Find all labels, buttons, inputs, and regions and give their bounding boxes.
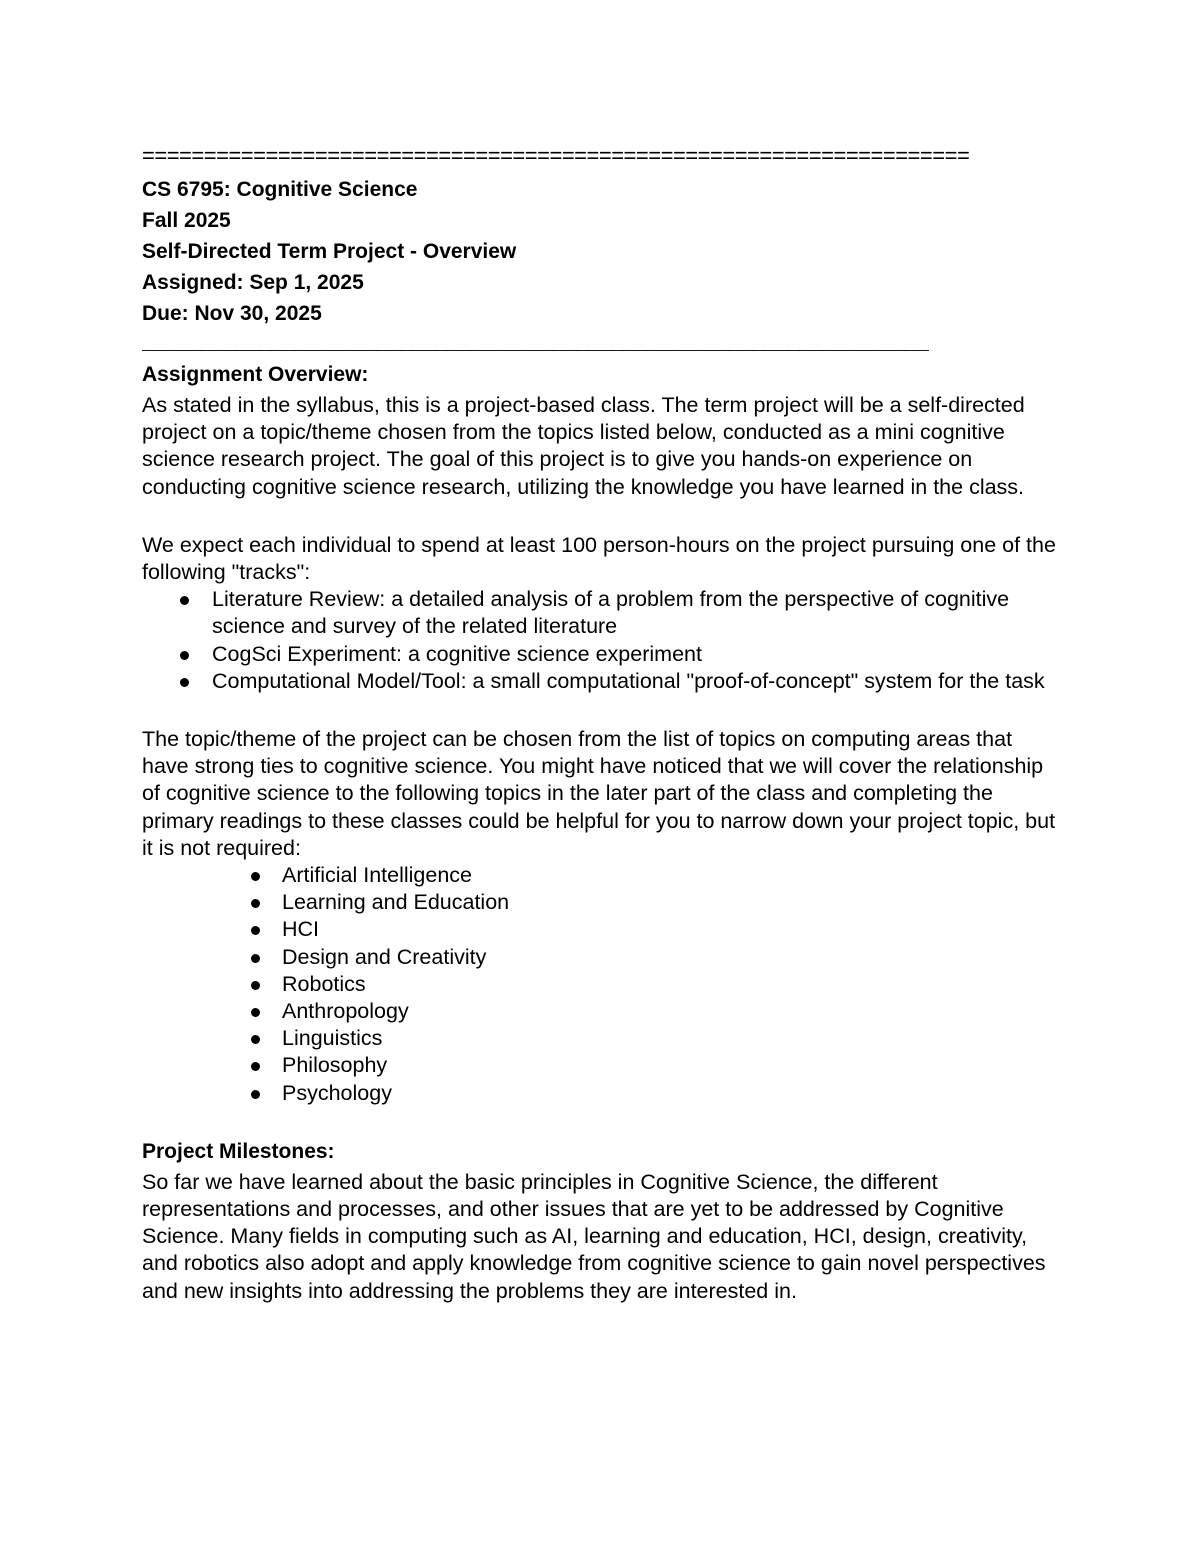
header-rule-bottom: ___________________________________________________________________	[142, 335, 929, 351]
list-item: Robotics	[142, 971, 1062, 998]
list-item: Linguistics	[142, 1025, 1062, 1052]
topics-list	[142, 862, 1062, 1107]
bullet-icon	[251, 872, 260, 881]
bullet-icon	[180, 678, 189, 687]
assignment-overview-heading: Assignment Overview:	[142, 363, 369, 386]
overview-paragraph-1: As stated in the syllabus, this is a project-based class. The term project will be a self-directed project on a topic/theme chosen from the topics listed below, conducted as a mini cognitive science research project. The goal of this project is to give you hands-on experience on conducting cognitive science research, utilizing the knowledge you have learned in the class.	[142, 393, 1025, 499]
bullet-icon	[251, 1035, 260, 1044]
bullet-icon	[251, 954, 260, 963]
bullet-icon	[180, 596, 189, 605]
list-item: Artificial Intelligence	[142, 862, 1062, 889]
bullet-icon	[251, 899, 260, 908]
course-title: CS 6795: Cognitive Science	[142, 178, 418, 201]
list-item: Philosophy	[142, 1052, 1062, 1079]
assigned-date: Assigned: Sep 1, 2025	[142, 271, 364, 294]
overview-paragraph-3: The topic/theme of the project can be chosen from the list of topics on computing areas that have strong ties to cognitive science. You might have noticed that we will cover the relationship of cognitive science to the following topics in the later part of the class and completing the primary readings to these classes could be helpful for you to narrow down your project topic, but it is not required:	[142, 727, 1056, 860]
tracks-list	[142, 586, 1062, 695]
list-item: Learning and Education	[142, 889, 1062, 916]
overview-paragraph-2: We expect each individual to spend at least 100 person-hours on the project pursuing one of the following "tracks":	[142, 532, 1056, 585]
list-item: Anthropology	[142, 998, 1062, 1025]
bullet-icon	[251, 926, 260, 935]
header-rule-top: ===================================================================	[142, 145, 970, 167]
bullet-icon	[251, 1008, 260, 1017]
bullet-icon	[251, 1090, 260, 1099]
bullet-icon	[180, 651, 189, 660]
list-item: Literature Review: a detailed analysis of a problem from the perspective of cognitive science and survey of the related literature	[142, 586, 1062, 640]
project-title: Self-Directed Term Project - Overview	[142, 240, 517, 263]
list-item: HCI	[142, 916, 1062, 943]
list-item: CogSci Experiment: a cognitive science experiment	[142, 641, 1062, 668]
term: Fall 2025	[142, 209, 231, 232]
due-date: Due: Nov 30, 2025	[142, 302, 322, 325]
list-item: Psychology	[142, 1080, 1062, 1107]
list-item: Computational Model/Tool: a small computational "proof-of-concept" system for the task	[142, 668, 1062, 695]
bullet-icon	[251, 1062, 260, 1071]
list-item: Design and Creativity	[142, 944, 1062, 971]
milestones-paragraph-1: So far we have learned about the basic principles in Cognitive Science, the different representations and processes, and other issues that are yet to be addressed by Cognitive Science. Many fields in computing such as AI, learning and education, HCI, design, creativity, and robotics also adopt and apply knowledge from cognitive science to gain novel perspectives and new insights into addressing the problems they are interested in.	[142, 1169, 1046, 1303]
document-page	[142, 145, 1062, 1305]
bullet-icon	[251, 981, 260, 990]
project-milestones-heading: Project Milestones:	[142, 1139, 335, 1163]
